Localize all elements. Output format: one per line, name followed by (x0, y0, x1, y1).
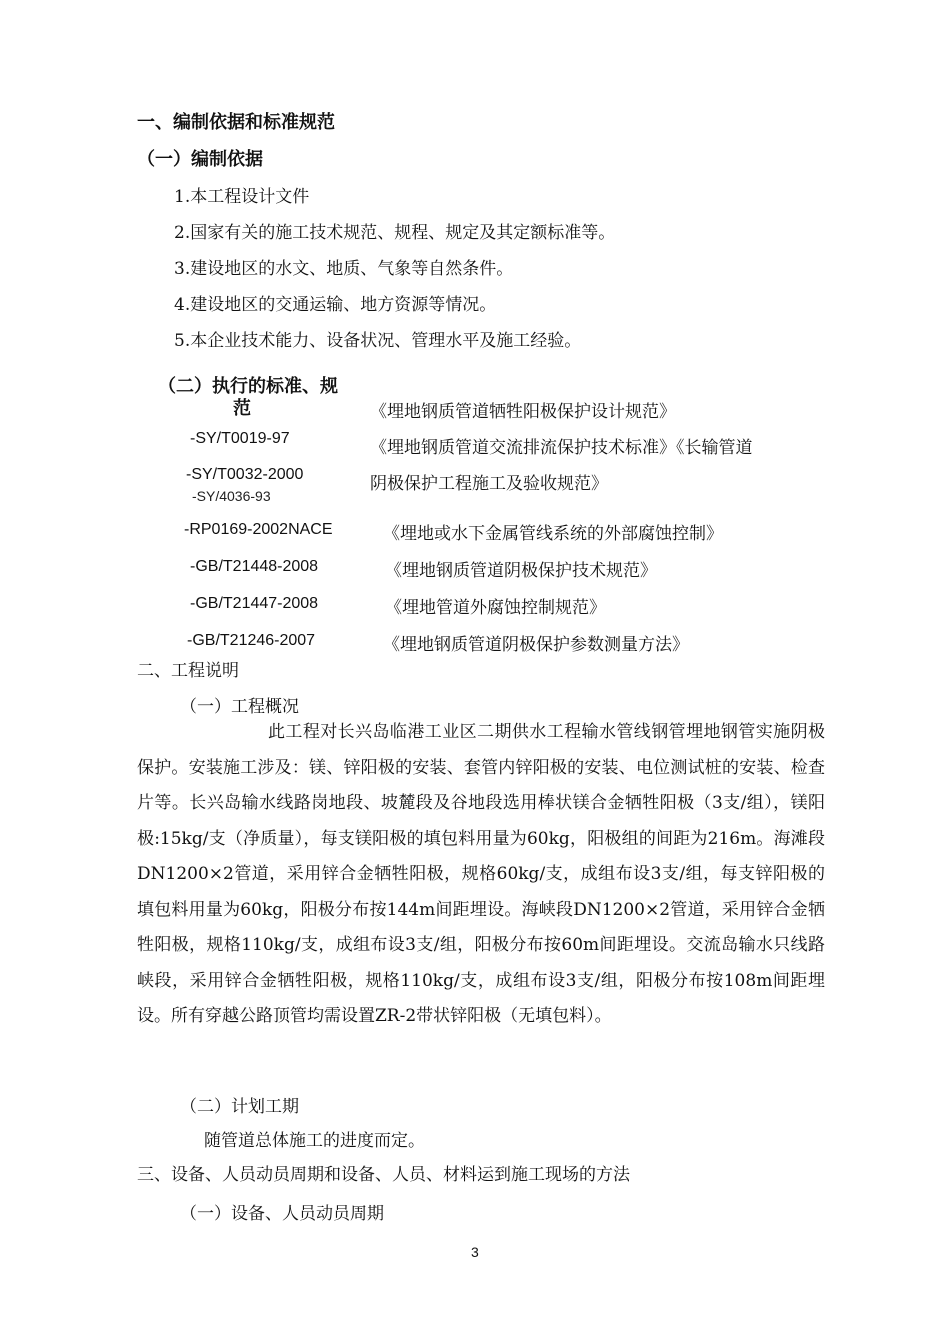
standard-code-4: -RP0169-2002NACE (184, 521, 333, 538)
basis-item-5: 5.本企业技术能力、设备状况、管理水平及施工经验。 (174, 331, 582, 351)
standard-code-5: -GB/T21448-2008 (190, 558, 319, 575)
section-1-2-title-line1: （二）执行的标准、规 (158, 376, 338, 396)
schedule-text: 随管道总体施工的进度而定。 (204, 1131, 425, 1151)
standard-name-5: 《埋地钢质管道阴极保护技术规范》 (385, 561, 657, 581)
standard-name-2: 《埋地钢质管道交流排流保护技术标准》《长输管道 (370, 438, 753, 458)
section-2-1-title: （一）工程概况 (180, 697, 299, 717)
standard-code-7: -GB/T21246-2007 (187, 632, 316, 649)
section-1-1-title: （一）编制依据 (137, 149, 263, 169)
standard-code-3: -SY/T0032-2000 (186, 466, 304, 483)
basis-item-1: 1.本工程设计文件 (174, 187, 310, 207)
section-3-1-title: （一）设备、人员动员周期 (180, 1204, 384, 1224)
standard-name-4: 《埋地或水下金属管线系统的外部腐蚀控制》 (383, 524, 723, 544)
standard-code-6: -GB/T21447-2008 (190, 595, 319, 612)
page-number: 3 (471, 1244, 479, 1260)
project-overview-paragraph: 此工程对长兴岛临港工业区二期供水工程输水管线钢管埋地钢管实施阴极保护。安装施工涉及：镁、锌阳极的安装、套管内锌阳极的安装、电位测试桩的安装、检查片等。长兴岛输水线路岗地段、坡麓段及谷地段选用棒状镁合金牺牲阳极（3支/组），镁阳极:15kg/支（净质量），每支镁阳极的填包料用量为60kg，阳极组的间距为216m。海滩段DN1200×2管道，采用锌合金牺牲阳极，规格60kg/支，成组布设3支/组，每支锌阳极的填包料用量为60kg，阳极分布按144m间距埋设。海峡段DN1200×2管道，采用锌合金牺牲阳极，规格110kg/支，成组布设3支/组，阳极分布按60m间距埋设。交流岛输水只线路峡段，采用锌合金牺牲阳极，规格110kg/支，成组布设3支/组，阳极分布按108m间距埋设。所有穿越公路顶管均需设置ZR-2带状锌阳极（无填包料）。 (137, 722, 825, 1026)
basis-item-4: 4.建设地区的交通运输、地方资源等情况。 (174, 295, 497, 315)
basis-item-3: 3.建设地区的水文、地质、气象等自然条件。 (174, 259, 514, 279)
standard-name-6: 《埋地管道外腐蚀控制规范》 (385, 598, 606, 618)
standard-code-2: -SY/T0019-97 (190, 430, 290, 447)
section-2-title: 二、工程说明 (137, 661, 239, 681)
standard-name-7: 《埋地钢质管道阴极保护参数测量方法》 (383, 635, 689, 655)
basis-item-2: 2.国家有关的施工技术规范、规程、规定及其定额标准等。 (174, 223, 616, 243)
section-2-2-title: （二）计划工期 (180, 1097, 299, 1117)
standard-name-3: 阴极保护工程施工及验收规范》 (370, 474, 608, 494)
standard-name-1: 《埋地钢质管道牺牲阳极保护设计规范》 (370, 402, 676, 422)
section-1-2-title-line2: 范 (233, 398, 251, 418)
section-3-title: 三、设备、人员动员周期和设备、人员、材料运到施工现场的方法 (137, 1165, 630, 1185)
section-1-title: 一、编制依据和标准规范 (137, 112, 335, 132)
standard-code-cutoff: -SY/4036-93 (192, 488, 271, 504)
